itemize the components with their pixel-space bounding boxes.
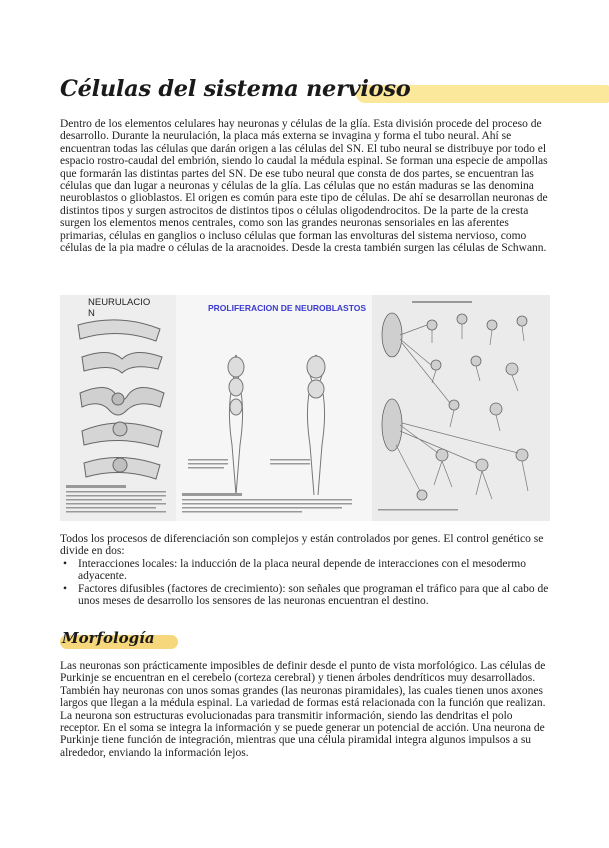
- intro-paragraph: Dentro de los elementos celulares hay neuronas y células de la glía. Esta división procede del proceso de desarrollo. Durante la neurulación, la placa más externa se invagina y forma el tubo neural. Ahí se encuentran todas las células que darán origen a las células del SN. El tubo neural se distribuye por todo el espacio rostro-caudal del embrión, siendo lo caudal la médula espinal. Se forman una especie de ampollas que formarán las distintas partes del SN. De ese tubo neural que consta de dos partes, se encuentran las células que dan lugar a neuronas y células de la glía. Las células que no están maduras se las denomina neuroblastos o glioblastos. El origen es común para este tipo de células. De ahí se desarrollan neuronas de distintos tipos y surgen astrocitos de distintos tipos o células oligodendrocitos. De la parte de la cresta surgen los elementos menos centrales, como son las grandes neuronas sensoriales en las aferentes primarias, células en ganglios o incluso células que forman las envolturas del sistema nervioso, como células de la pia madre o células de la aracnoides. Desde la cresta también surgen las células de Schwann.: [60, 118, 548, 255]
- neurulation-figure: [60, 295, 550, 521]
- bullet-icon: •: [63, 558, 68, 570]
- subtitle-block: [60, 629, 190, 653]
- control-paragraph: Todos los procesos de diferenciación son complejos y están controlados por genes. El control genético se divide en dos:: [60, 533, 544, 558]
- proliferation-label: PROLIFERACION DE NEUROBLASTOS: [208, 303, 367, 313]
- figure-panel-proliferation: [176, 295, 372, 521]
- neurulation-illustration: [60, 295, 176, 521]
- title-block: [60, 76, 554, 112]
- list-item: [60, 558, 550, 583]
- control-bullet-list: [60, 558, 550, 608]
- neurulation-label: NEURULACIO N: [88, 297, 151, 319]
- figure-panel-neurulation: [60, 295, 176, 521]
- morfologia-paragraph: Las neuronas son prácticamente imposibles de definir desde el punto de vista morfológico. Las células de Purkinje se encuentran en el cerebelo (corteza cerebral) y tienen árboles dendríticos muy desarrollados. También hay neuronas con unos somas grandes (las neuronas piramidales), las cuales tienen unos axones largos que llegan a la médula espinal. La variedad de formas está relacionada con la función que realizan. La neurona son estructuras evolucionadas para transmitir información, siendo las dendritas el polo receptor. En el soma se integra la información y se puede generar un potencial de acción. Una neurona de Purkinje tiene función de integración, mientras que una célula piramidal integra algunos impulsos a su alrededor, enviando la información lejos.: [60, 660, 546, 759]
- section-title-morfologia: Morfología: [62, 629, 155, 647]
- bullet-icon: •: [63, 582, 68, 595]
- bullet-text: Factores difusibles (factores de crecimiento): son señales que programan el tráfico para que al cabo de unos meses de desarrollo los sensores de las neuronas encuentran el destino.: [78, 582, 549, 608]
- proliferation-illustration: [176, 295, 372, 521]
- bullet-text: Interacciones locales: la inducción de la placa neural depende de interacciones con el mesodermo adyacente.: [78, 558, 526, 583]
- page-title: Células del sistema nervioso: [60, 76, 411, 102]
- cell-lineage-illustration: [372, 295, 550, 521]
- list-item: [60, 583, 550, 608]
- figure-panel-cell-types: [372, 295, 550, 521]
